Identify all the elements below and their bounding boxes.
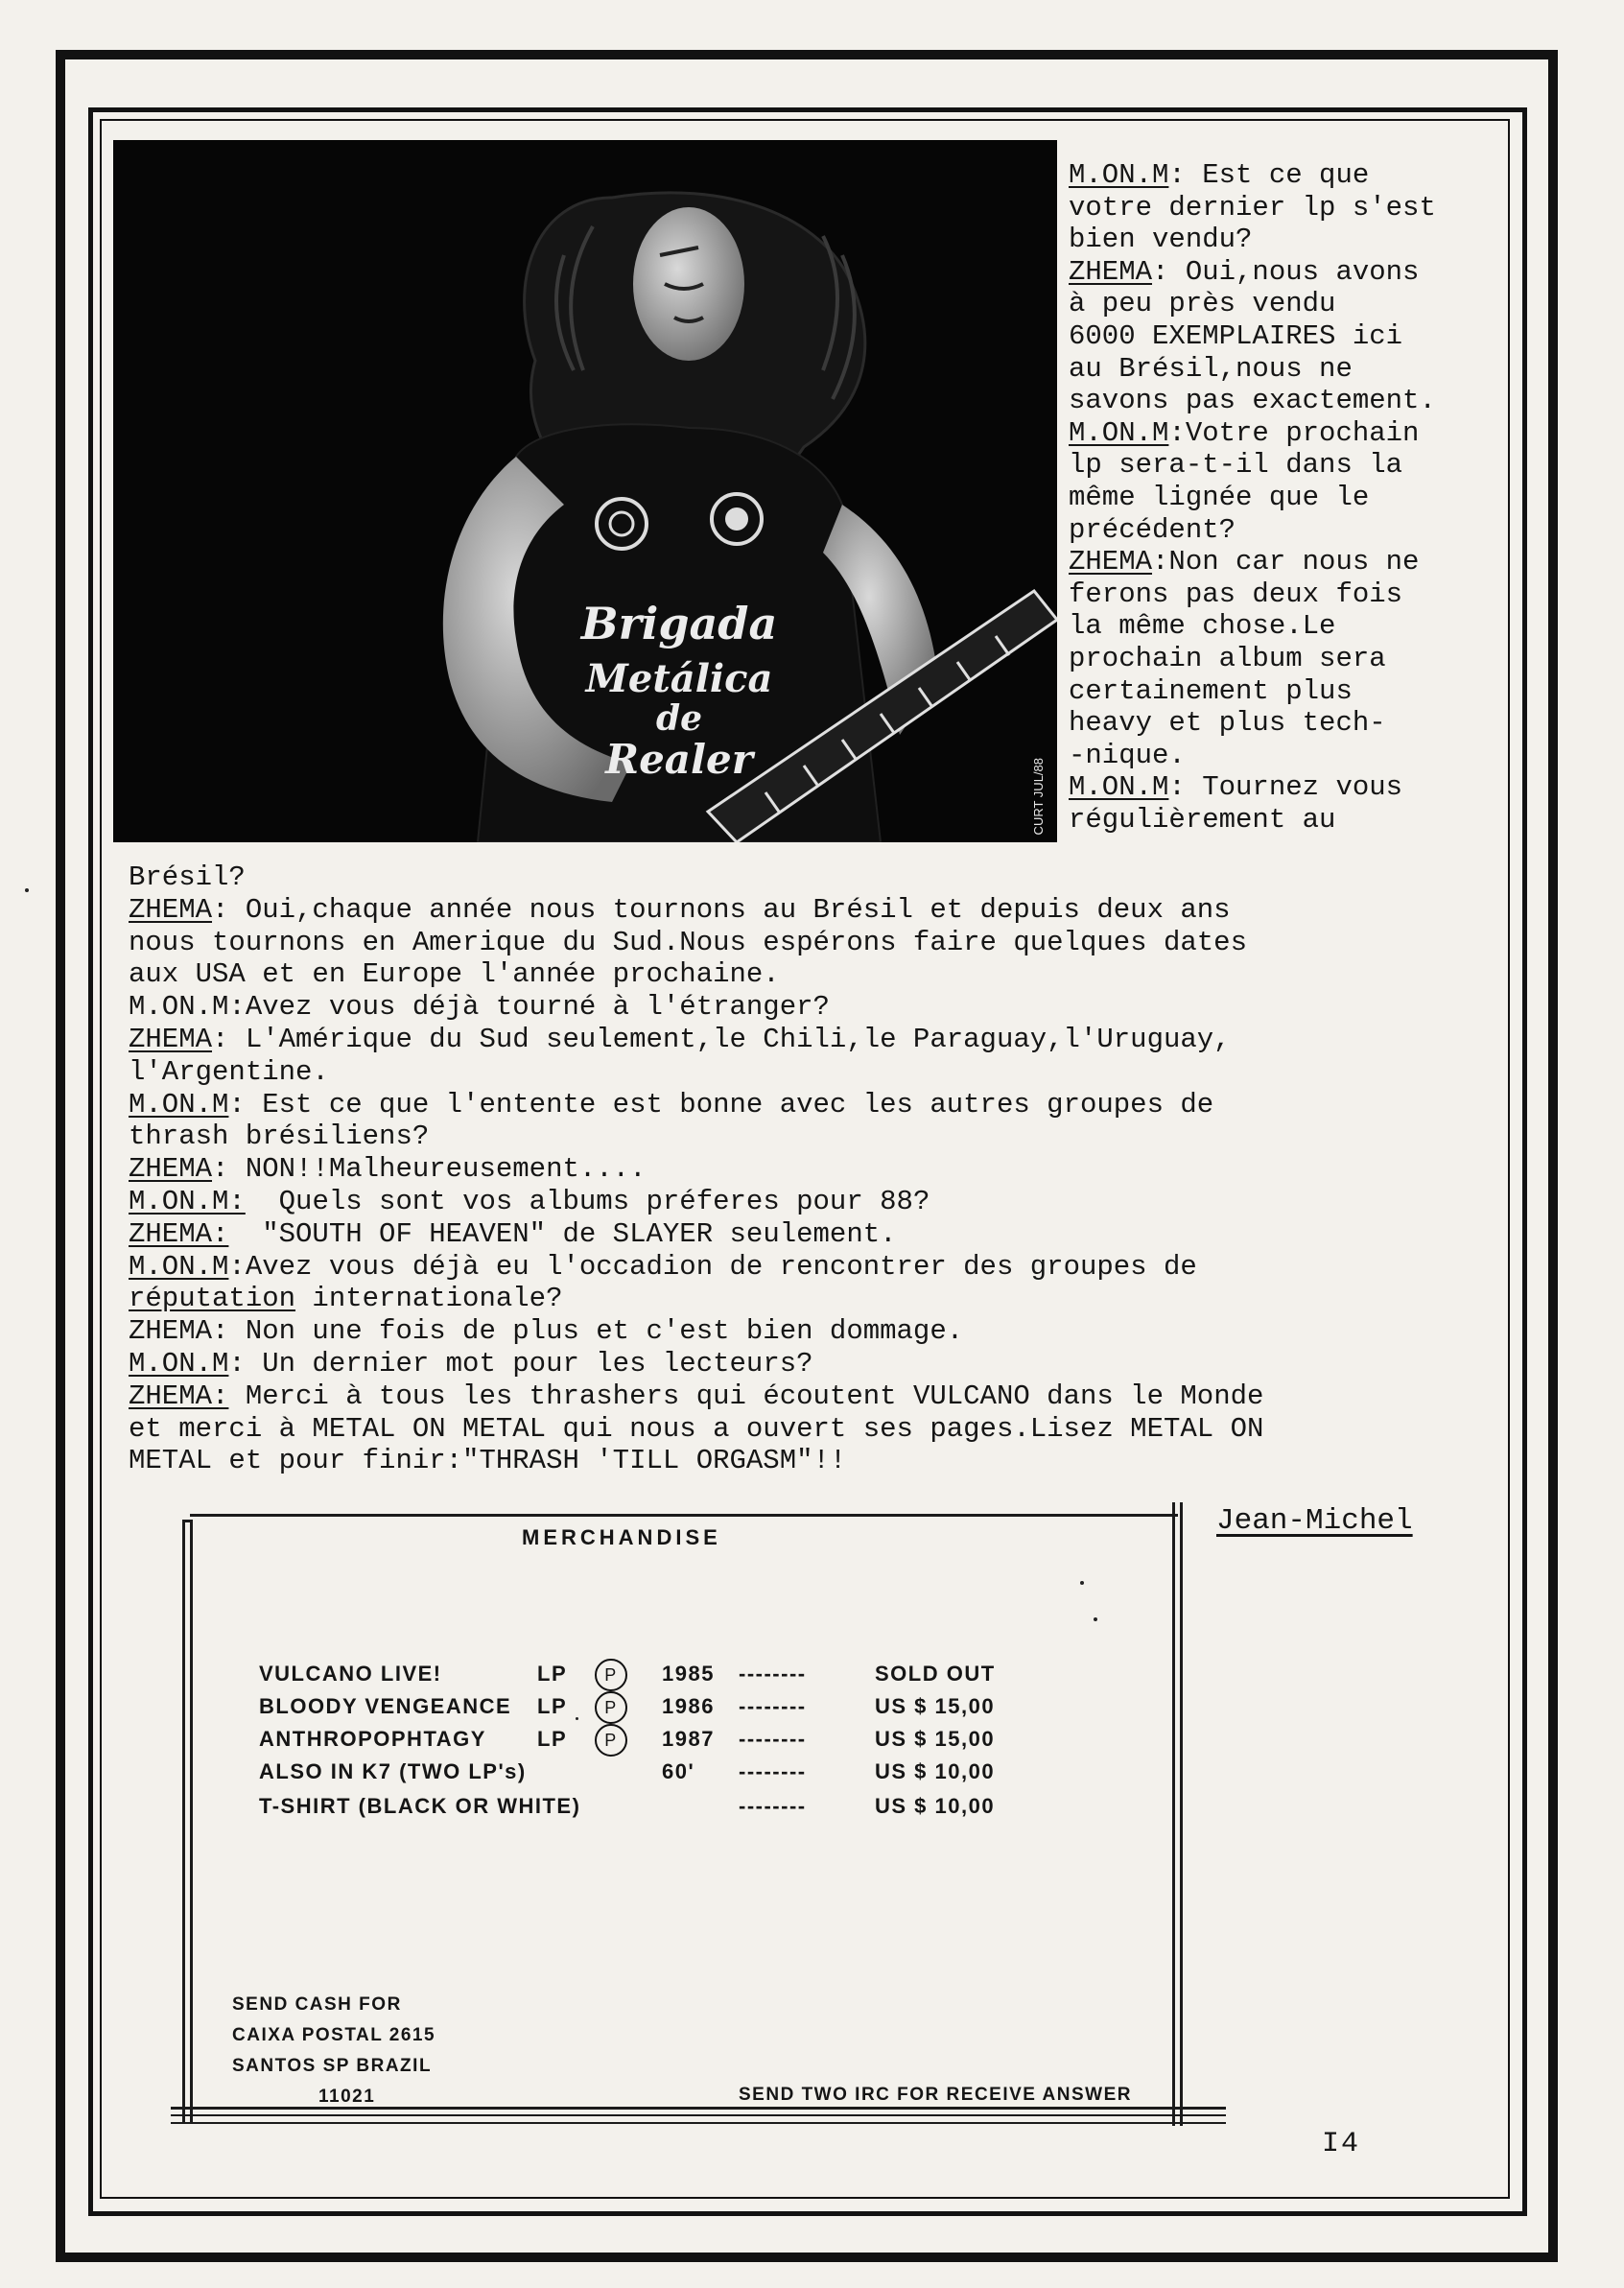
text-segment: M.ON.M:Avez vous déjà tourné à l'étranger? <box>129 991 830 1024</box>
speaker-label: M.ON.M <box>1069 416 1169 449</box>
text-segment: prochain album sera <box>1069 642 1386 674</box>
send-cash-address <box>232 1990 435 2112</box>
shirt-text-1: Brigada <box>580 598 778 649</box>
speaker-label: M.ON.M <box>129 1250 229 1283</box>
merch-item-format: LP <box>537 1694 568 1718</box>
text-line <box>1069 546 1519 578</box>
text-segment: lp sera-t-il dans la <box>1069 449 1403 482</box>
text-segment: Brésil? <box>129 861 246 893</box>
band-photo <box>113 140 1057 842</box>
merch-item-price: US $ 15,00 <box>875 1727 996 1751</box>
speaker-label: ZHEMA: <box>129 1380 229 1412</box>
photo-credit: CURT JUL/88 <box>1031 757 1046 835</box>
text-segment: la même chose.Le <box>1069 610 1336 643</box>
speaker-label: ZHEMA <box>129 1153 213 1186</box>
text-line <box>1069 514 1519 547</box>
merch-item-price: US $ 10,00 <box>875 1794 996 1818</box>
text-line <box>129 1120 1500 1153</box>
text-line <box>1069 320 1519 353</box>
address-line: SEND CASH FOR <box>232 1994 402 2015</box>
text-segment: Merci à tous les thrashers qui écoutent VULCANO dans le Monde <box>228 1380 1264 1412</box>
text-segment: ZHEMA: Non une fois de plus et c'est bien dommage. <box>129 1315 964 1348</box>
text-segment: METAL et pour finir:"THRASH 'TILL ORGASM"!! <box>129 1445 847 1477</box>
speaker-label: M.ON.M <box>129 1347 229 1380</box>
merch-item-year: 60' <box>662 1759 695 1783</box>
shirt-text-4: Realer <box>605 736 753 783</box>
address-line: CAIXA POSTAL 2615 <box>232 2025 436 2045</box>
text-segment: :Votre prochain <box>1168 416 1420 449</box>
text-segment: : Un dernier mot pour les lecteurs? <box>228 1347 813 1380</box>
text-segment: à peu près vendu <box>1069 288 1336 320</box>
interview-body <box>129 861 1500 1477</box>
text-segment: thrash brésiliens? <box>129 1120 430 1153</box>
speaker-label: ZHEMA <box>1069 546 1153 578</box>
speaker-label: M.ON.M <box>1069 771 1169 804</box>
text-line <box>1069 449 1519 482</box>
text-segment: Quels sont vos albums préferes pour 88? <box>245 1185 930 1217</box>
text-segment: et merci à METAL ON METAL qui nous a ouvert ses pages.Lisez METAL ON <box>129 1412 1264 1445</box>
text-segment: : Oui,nous avons <box>1152 255 1420 288</box>
text-line <box>129 1413 1500 1446</box>
merch-item-price: SOLD OUT <box>875 1662 996 1686</box>
text-segment: ferons pas deux fois <box>1069 578 1403 610</box>
text-line <box>129 894 1500 927</box>
merch-item-leader: -------- <box>739 1694 807 1718</box>
text-line <box>1069 804 1519 837</box>
text-segment: internationale? <box>295 1283 563 1315</box>
text-segment: -nique. <box>1069 739 1186 771</box>
text-line <box>129 1056 1500 1089</box>
merch-item-format: LP <box>537 1727 568 1751</box>
text-segment: même lignée que le <box>1069 481 1370 513</box>
interview-right-column <box>1069 159 1519 836</box>
merch-title: MERCHANDISE <box>522 1525 721 1549</box>
merch-item-year: 1986 <box>662 1694 715 1718</box>
text-segment: savons pas exactement. <box>1069 385 1436 417</box>
text-line <box>1069 288 1519 320</box>
merch-item-leader: -------- <box>739 1794 807 1818</box>
text-line <box>1069 159 1519 192</box>
text-line <box>129 1218 1500 1251</box>
speaker-label: M.ON.M <box>1069 159 1169 191</box>
text-line <box>1069 643 1519 675</box>
text-line <box>1069 417 1519 450</box>
text-line <box>1069 771 1519 804</box>
text-segment: certainement plus <box>1069 674 1353 707</box>
text-line <box>1069 482 1519 514</box>
text-segment: aux USA et en Europe l'année prochaine. <box>129 958 780 991</box>
text-line <box>129 1283 1500 1315</box>
guitarist-illustration <box>113 140 1057 842</box>
text-segment: l'Argentine. <box>129 1055 329 1088</box>
text-segment: régulièrement au <box>1069 803 1336 836</box>
text-segment: nous tournons en Amerique du Sud.Nous espérons faire quelques dates <box>129 926 1247 958</box>
merch-item-format: LP <box>537 1662 568 1686</box>
merch-item-name: VULCANO LIVE! <box>259 1662 442 1686</box>
text-segment: : Tournez vous <box>1168 771 1403 804</box>
text-segment: : NON!!Malheureusement.... <box>212 1153 647 1186</box>
text-line <box>129 1445 1500 1477</box>
pressing-icon: P <box>595 1724 627 1757</box>
text-line <box>129 991 1500 1024</box>
text-line <box>129 958 1500 991</box>
text-segment: bien vendu? <box>1069 224 1253 256</box>
text-segment: au Brésil,nous ne <box>1069 352 1353 385</box>
text-line <box>1069 385 1519 417</box>
text-segment: :Non car nous ne <box>1152 546 1420 578</box>
speaker-label: ZHEMA <box>129 893 213 926</box>
merch-item-name: ALSO IN K7 (TWO LP's) <box>259 1759 527 1783</box>
text-line <box>129 1380 1500 1413</box>
pressing-icon: P <box>595 1691 627 1724</box>
text-line <box>1069 675 1519 708</box>
text-line <box>129 1153 1500 1186</box>
text-line <box>1069 740 1519 772</box>
speaker-label: M.ON.M <box>129 1088 229 1120</box>
text-segment: :Avez vous déjà eu l'occadion de rencontrer des groupes de <box>228 1250 1197 1283</box>
text-segment: précédent? <box>1069 513 1236 546</box>
text-line <box>129 1315 1500 1348</box>
text-line <box>1069 578 1519 611</box>
pressing-icon: P <box>595 1659 627 1691</box>
text-segment: : Oui,chaque année nous tournons au Brésil et depuis deux ans <box>212 893 1231 926</box>
text-line <box>129 1348 1500 1380</box>
text-line <box>129 1024 1500 1056</box>
text-line <box>129 1186 1500 1218</box>
merch-item-name: ANTHROPOPHTAGY <box>259 1727 486 1751</box>
speaker-label: ZHEMA <box>1069 255 1153 288</box>
text-line <box>1069 192 1519 224</box>
text-segment: : L'Amérique du Sud seulement,le Chili,le Paraguay,l'Uruguay, <box>212 1023 1231 1055</box>
merch-item-leader: -------- <box>739 1662 807 1686</box>
text-segment: votre dernier lp s'est <box>1069 191 1436 224</box>
merch-item-leader: -------- <box>739 1759 807 1783</box>
text-line <box>1069 256 1519 289</box>
merch-item-name: T-SHIRT (BLACK OR WHITE) <box>259 1794 581 1818</box>
speaker-label: réputation <box>129 1283 296 1315</box>
address-line: SANTOS SP BRAZIL <box>232 2056 433 2076</box>
merch-item-price: US $ 10,00 <box>875 1759 996 1783</box>
text-segment: : Est ce que l'entente est bonne avec les autres groupes de <box>228 1088 1214 1120</box>
text-line <box>129 927 1500 959</box>
merch-item-leader: -------- <box>739 1727 807 1751</box>
irc-note: SEND TWO IRC FOR RECEIVE ANSWER <box>739 2085 1132 2105</box>
merch-item-name: BLOODY VENGEANCE <box>259 1694 512 1718</box>
text-segment: : Est ce que <box>1168 159 1370 191</box>
text-line <box>129 1251 1500 1284</box>
text-line <box>1069 353 1519 386</box>
merch-item-year: 1987 <box>662 1727 715 1751</box>
speaker-label: ZHEMA <box>129 1023 213 1055</box>
merchandise-box <box>171 1502 1226 2135</box>
address-line: 11021 <box>318 2087 376 2107</box>
text-line <box>1069 707 1519 740</box>
merch-item-year: 1985 <box>662 1662 715 1686</box>
author-signature: Jean-Michel <box>1216 1504 1413 1538</box>
text-line <box>129 1089 1500 1121</box>
speaker-label: M.ON.M: <box>129 1185 246 1217</box>
text-segment: 6000 EXEMPLAIRES ici <box>1069 319 1403 352</box>
text-line <box>129 861 1500 894</box>
page-number: I4 <box>1322 2128 1361 2160</box>
text-line <box>1069 610 1519 643</box>
text-line <box>1069 224 1519 256</box>
text-segment: "SOUTH OF HEAVEN" de SLAYER seulement. <box>228 1217 897 1250</box>
shirt-text-2: Metálica <box>585 656 773 701</box>
speaker-label: ZHEMA: <box>129 1217 229 1250</box>
shirt-text-3: de <box>655 698 703 739</box>
merch-item-price: US $ 15,00 <box>875 1694 996 1718</box>
text-segment: heavy et plus tech- <box>1069 707 1386 740</box>
